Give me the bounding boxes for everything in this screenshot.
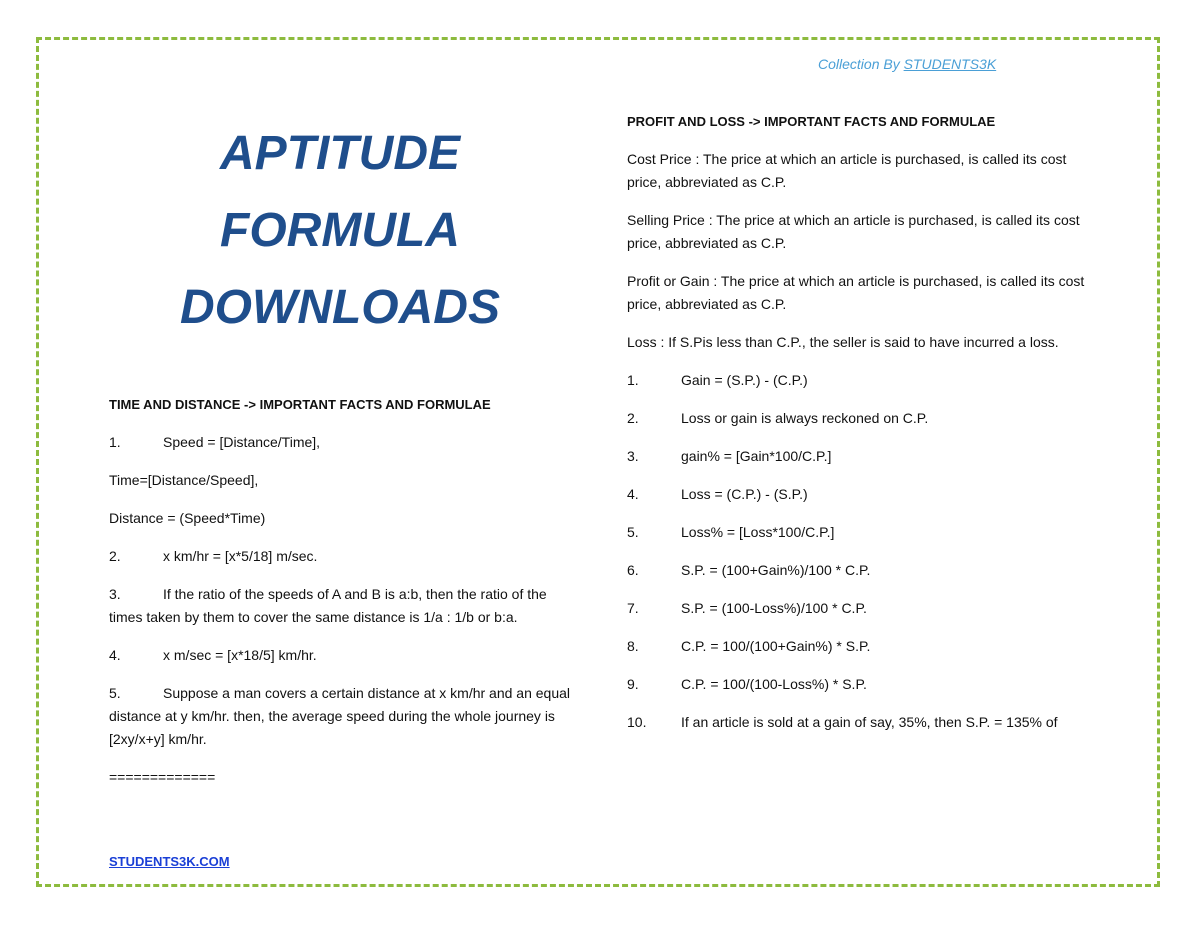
list-item: 1. Speed = [Distance/Time], bbox=[109, 434, 321, 450]
collection-prefix: Collection By bbox=[818, 56, 904, 72]
students3k-link[interactable]: STUDENTS3K bbox=[903, 56, 997, 72]
list-item: 2. Loss or gain is always reckoned on C.P. bbox=[627, 410, 929, 426]
list-item: 2. x km/hr = [x*5/18] m/sec. bbox=[109, 548, 318, 564]
list-item: Time=[Distance/Speed], bbox=[109, 472, 259, 488]
definition-selling-price: Selling Price : The price at which an article is purchased, is called its cost price, abbreviated as C.P. bbox=[627, 212, 1080, 251]
list-item: 5. Loss% = [Loss*100/C.P.] bbox=[627, 524, 835, 540]
title-line-3: DOWNLOADS bbox=[180, 281, 500, 334]
profit-loss-section bbox=[627, 110, 1097, 749]
list-item: 3. gain% = [Gain*100/C.P.] bbox=[627, 448, 832, 464]
definition-loss: Loss : If S.Pis less than C.P., the seller is said to have incurred a loss. bbox=[627, 334, 1059, 350]
profit-loss-heading: PROFIT AND LOSS -> IMPORTANT FACTS AND FORMULAE bbox=[627, 114, 996, 129]
page-title bbox=[140, 115, 540, 346]
title-line-2: FORMULA bbox=[220, 204, 460, 257]
list-item: 4. x m/sec = [x*18/5] km/hr. bbox=[109, 647, 317, 663]
definition-profit: Profit or Gain : The price at which an article is purchased, is called its cost price, abbreviated as C.P. bbox=[627, 273, 1085, 312]
title-line-1: APTITUDE bbox=[220, 127, 460, 180]
list-item: 4. Loss = (C.P.) - (S.P.) bbox=[627, 486, 808, 502]
list-item: 1. Gain = (S.P.) - (C.P.) bbox=[627, 372, 808, 388]
list-item: 3. If the ratio of the speeds of A and B is a:b, then the ratio of the times taken by them to cover the same distance is 1/a : 1/b or b:a. bbox=[109, 586, 547, 625]
list-item: 10. If an article is sold at a gain of say, 35%, then S.P. = 135% of bbox=[627, 714, 1058, 730]
time-distance-section bbox=[109, 393, 579, 804]
collection-credit bbox=[818, 56, 996, 72]
list-item: 8. C.P. = 100/(100+Gain%) * S.P. bbox=[627, 638, 871, 654]
list-item: 9. C.P. = 100/(100-Loss%) * S.P. bbox=[627, 676, 867, 692]
list-item: 6. S.P. = (100+Gain%)/100 * C.P. bbox=[627, 562, 871, 578]
time-distance-heading: TIME AND DISTANCE -> IMPORTANT FACTS AND FORMULAE bbox=[109, 397, 491, 412]
footer-website-link[interactable]: STUDENTS3K.COM bbox=[109, 854, 230, 869]
definition-cost-price: Cost Price : The price at which an article is purchased, is called its cost price, abbreviated as C.P. bbox=[627, 151, 1067, 190]
list-item: 5. Suppose a man covers a certain distance at x km/hr and an equal distance at y km/hr. then, the average speed during the whole journey is [2xy/x+y] km/hr. bbox=[109, 685, 571, 747]
list-item: Distance = (Speed*Time) bbox=[109, 510, 266, 526]
separator: ============= bbox=[109, 769, 216, 785]
list-item: 7. S.P. = (100-Loss%)/100 * C.P. bbox=[627, 600, 867, 616]
